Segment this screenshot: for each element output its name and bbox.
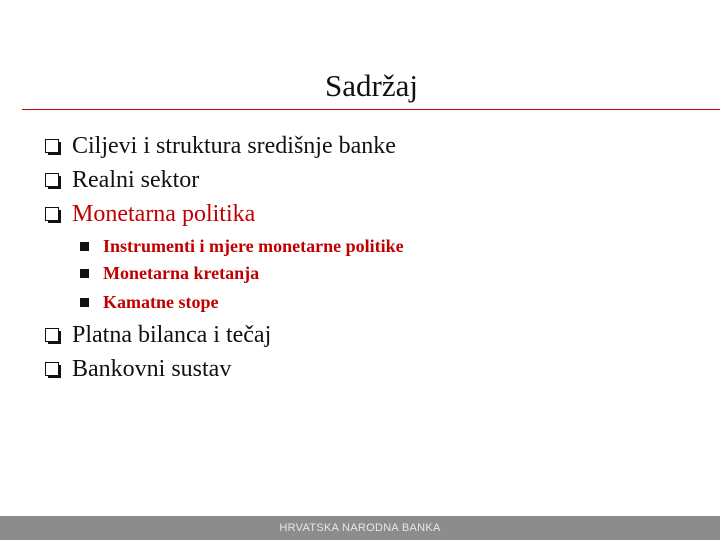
square-bullet-icon <box>45 362 59 376</box>
sublist-item-monetary-trends <box>80 260 259 286</box>
footer-bar <box>0 516 720 540</box>
slide-title: Sadržaj <box>325 68 418 103</box>
square-bullet-icon <box>45 173 59 187</box>
list-item-label: Platna bilanca i tečaj <box>72 321 272 348</box>
list-item-monetary-policy <box>45 199 255 229</box>
list-item-banking-system <box>45 354 231 384</box>
sublist-item-instruments <box>80 233 404 259</box>
title-divider <box>22 109 720 110</box>
slide-title-container <box>0 68 720 104</box>
sublist-item-label: Kamatne stope <box>103 291 219 312</box>
list-item-label: Bankovni sustav <box>72 355 232 382</box>
footer-text: HRVATSKA NARODNA BANKA <box>279 522 441 534</box>
square-bullet-icon <box>45 139 59 153</box>
list-item-label: Ciljevi i struktura središnje banke <box>72 132 396 159</box>
list-item-real-sector <box>45 165 199 195</box>
square-bullet-icon <box>45 207 59 221</box>
sublist-item-interest-rates <box>80 289 219 315</box>
filled-square-bullet-icon <box>80 298 89 307</box>
list-item-label: Monetarna politika <box>72 200 256 227</box>
square-bullet-icon <box>45 328 59 342</box>
sublist-item-label: Monetarna kretanja <box>103 262 260 283</box>
filled-square-bullet-icon <box>80 242 89 251</box>
sublist-item-label: Instrumenti i mjere monetarne politike <box>103 235 404 256</box>
list-item-goals <box>45 131 396 161</box>
list-item-balance-of-payments <box>45 320 271 350</box>
list-item-label: Realni sektor <box>72 166 200 193</box>
filled-square-bullet-icon <box>80 269 89 278</box>
